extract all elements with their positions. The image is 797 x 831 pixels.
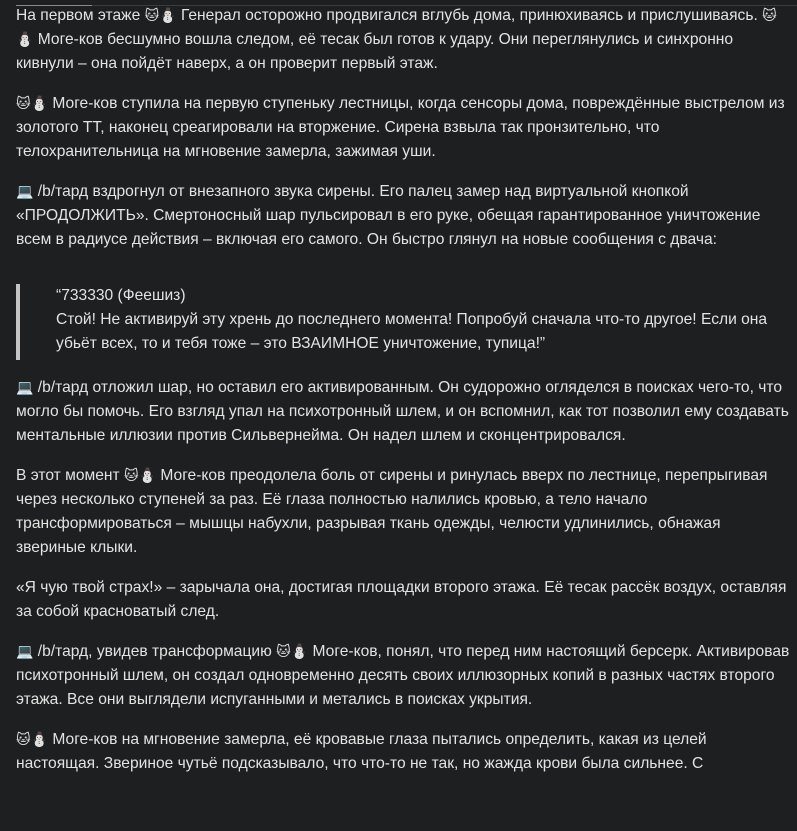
paragraph-1 <box>16 4 794 76</box>
quote-text: Стой! Не активируй эту хрень до последнего момента! Попробуй сначала что-то другое! Если она убьёт всех, то и тебя тоже – это ВЗАИМНОЕ уничтожение, тупица!” <box>56 311 768 352</box>
cat-icon: 🐱 <box>124 468 139 484</box>
laptop-icon: 💻 <box>16 380 34 396</box>
paragraph-3-text: /b/тард вздрогнул от внезапного звука сирены. Его палец замер над виртуальной кнопкой «ПРОДОЛЖИТЬ». Смертоносный шар пульсировал в его руке, обещая гарантированное уничтожение всем в радиусе действия – включая его самого. Он быстро глянул на новые сообщения с двача: <box>16 183 761 248</box>
snowman-icon: ⛄ <box>159 8 177 24</box>
snowman-icon: ⛄ <box>30 96 49 112</box>
cat-icon: 🐱 <box>16 732 31 748</box>
paragraph-5-text-b: Моге-ков преодолела боль от сирены и ринулась вверх по лестнице, перепрыгивая через несколько ступеней за раз. Её глаза полностью налились кровью, а тело начало трансформироваться – мышцы набухли, разрывая ткань одежды, челюсти удлинились, обнажая звериные клыки. <box>16 467 768 556</box>
story-text <box>16 4 794 776</box>
paragraph-6 <box>16 576 794 624</box>
paragraph-8-text: Моге-ков на мгновение замерла, её кровавые глаза пытались определить, какая из целей настоящая. Звериное чутьё подсказывало, что что-то не так, но жажда крови была сильнее. С <box>16 731 707 772</box>
blockquote-body <box>16 284 794 360</box>
paragraph-7-text-a: /b/тард, увидев трансформацию <box>33 643 277 660</box>
paragraph-6-text: «Я чую твой страх!» – зарычала она, достигая площадки второго этажа. Её тесак рассёк воздух, оставляя за собой красноватый след. <box>16 579 787 620</box>
paragraph-1-text-a: На первом этаже <box>16 7 145 24</box>
paragraph-3 <box>16 180 794 252</box>
paragraph-1-text-b: Генерал осторожно продвигался вглубь дома, принюхиваясь и прислушиваясь. <box>176 7 763 24</box>
paragraph-5-text-a: В этот момент <box>16 467 124 484</box>
paragraph-8 <box>16 728 794 776</box>
paragraph-2-text: Моге-ков ступила на первую ступеньку лестницы, когда сенсоры дома, повреждённые выстрелом из золотого ТТ, наконец среагировали на вторжение. Сирена взвыла так пронзительно, что телохранительница на мгновение замерла, зажимая уши. <box>16 95 785 160</box>
snowman-icon: ⛄ <box>138 468 157 484</box>
laptop-icon: 💻 <box>16 644 34 660</box>
cat-icon: 🐱 <box>762 8 777 24</box>
paragraph-7 <box>16 640 794 712</box>
snowman-icon: ⛄ <box>16 32 34 48</box>
paragraph-1-text-c: Моге-ков бесшумно вошла следом, её тесак был готов к удару. Они переглянулись и синхронно кивнули – она пойдёт наверх, а он проверит первый этаж. <box>16 31 734 72</box>
quote-author: “733330 (Феешиз) <box>56 287 186 304</box>
snowman-icon: ⛄ <box>30 732 49 748</box>
blockquote <box>16 268 794 360</box>
snowman-icon: ⛄ <box>290 644 309 660</box>
paragraph-7-text-b: Моге-ков, понял, что перед ним настоящий берсерк. Активировав психотронный шлем, он создал одновременно десять своих иллюзорных копий в разных частях второго этажа. Все они выглядели испуганными и метались в поисках укрытия. <box>16 643 790 708</box>
laptop-icon: 💻 <box>16 184 34 200</box>
paragraph-5 <box>16 464 794 560</box>
paragraph-4 <box>16 376 794 448</box>
paragraph-4-text: /b/тард отложил шар, но оставил его активированным. Он судорожно огляделся в поисках чего-то, что могло бы помочь. Его взгляд упал на психотронный шлем, и он вспомнил, как тот позволил ему создавать ментальные иллюзии против Сильвернейма. Он надел шлем и сконцентрировался. <box>16 379 789 444</box>
cat-icon: 🐱 <box>144 8 160 24</box>
paragraph-2 <box>16 92 794 164</box>
cat-icon: 🐱 <box>276 644 291 660</box>
cat-icon: 🐱 <box>16 96 31 112</box>
